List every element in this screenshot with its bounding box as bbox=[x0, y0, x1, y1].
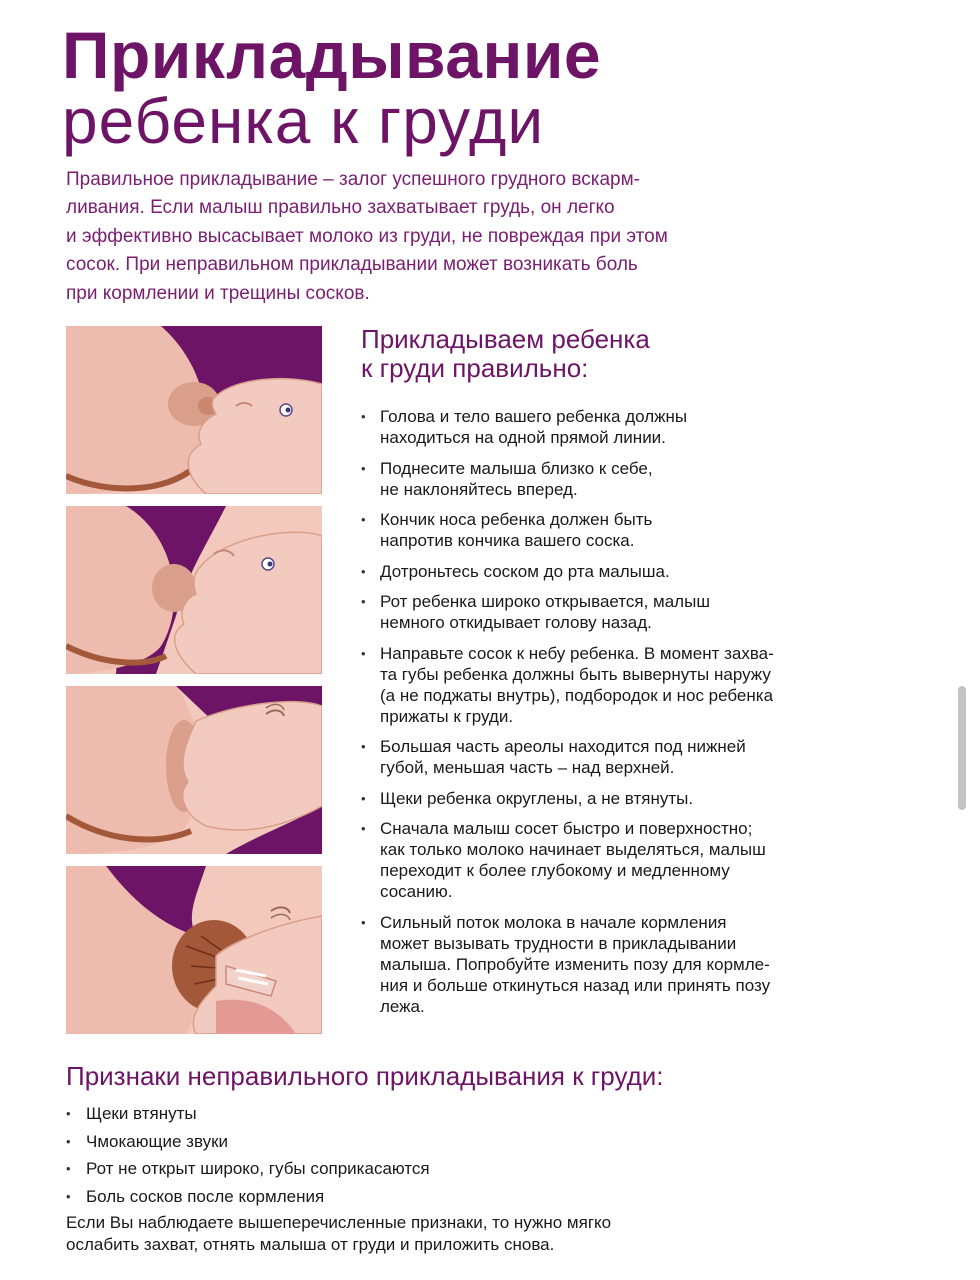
list-item bbox=[361, 509, 851, 551]
incorrect-latch-heading: Признаки неправильного прикладывания к груди: bbox=[66, 1061, 664, 1091]
page-title: Прикладывание bbox=[62, 18, 602, 92]
list-item bbox=[361, 912, 851, 1017]
baby-mouth-open-image bbox=[66, 506, 322, 674]
list-item-line: малыша. Попробуйте изменить позу для кормле- bbox=[380, 954, 770, 974]
list-item-line: сосанию. bbox=[380, 882, 453, 901]
heading-line: Прикладываем ребенка bbox=[361, 324, 650, 354]
list-item bbox=[361, 406, 851, 448]
list-item-line: та губы ребенка должны быть вывернуты наружу bbox=[380, 664, 771, 684]
latch-illustration-step-2 bbox=[66, 506, 322, 674]
list-item-line: не наклоняйтесь вперед. bbox=[380, 479, 578, 499]
list-item-line: ния и больше откинуться назад или принять позу bbox=[380, 975, 771, 995]
page-subtitle: ребенка к груди bbox=[62, 85, 545, 157]
list-item bbox=[361, 818, 851, 902]
baby-latched-image bbox=[66, 686, 322, 854]
list-item-line: прижаты к груди. bbox=[380, 706, 514, 726]
advice-line: Если Вы наблюдаете вышеперечисленные признаки, то нужно мягко bbox=[66, 1213, 612, 1232]
list-item bbox=[361, 643, 851, 727]
list-item-line: • Кончик носа ребенка должен быть bbox=[380, 510, 653, 529]
breast-cross-section-image bbox=[66, 866, 322, 1034]
list-item-line: губой, меньшая часть – над верхней. bbox=[380, 758, 675, 777]
latch-illustration-step-3 bbox=[66, 686, 322, 854]
list-item: • Чмокающие звуки bbox=[66, 1128, 430, 1156]
list-item-line: как только молоко начинает выделяться, малыш bbox=[380, 840, 766, 859]
list-item bbox=[361, 458, 851, 500]
list-item bbox=[361, 788, 851, 809]
list-item-line: напротив кончика вашего соска. bbox=[380, 531, 635, 550]
incorrect-latch-signs bbox=[66, 1100, 430, 1211]
intro-line: ливания. Если малыш правильно захватывает грудь, он легко bbox=[66, 197, 615, 219]
list-item-line: • Голова и тело вашего ребенка должны bbox=[380, 407, 688, 426]
list-item-line: немного откидывает голову назад. bbox=[380, 613, 652, 632]
list-item-line: • Дотроньтесь соском до рта малыша. bbox=[380, 561, 670, 581]
list-item-line: (а не поджаты внутрь), подбородок и нос ребенка bbox=[380, 685, 774, 705]
list-item-line: • Сначала малыш сосет быстро и поверхностно; bbox=[380, 819, 753, 838]
advice-paragraph bbox=[66, 1212, 826, 1256]
list-item-line: • Поднесите малыша близко к себе, bbox=[380, 458, 653, 478]
breast-baby-approach-image bbox=[66, 326, 322, 494]
intro-paragraph bbox=[66, 166, 786, 308]
list-item-line: • Щеки ребенка округлены, а не втянуты. bbox=[380, 788, 694, 808]
list-item-line: лежа. bbox=[380, 996, 425, 1016]
list-item-line: может вызывать трудности в прикладывании bbox=[380, 933, 737, 953]
intro-line: Правильное прикладывание – залог успешного грудного вскарм- bbox=[66, 169, 640, 190]
heading-line: к груди правильно: bbox=[361, 353, 589, 383]
list-item bbox=[361, 591, 851, 633]
list-item bbox=[361, 561, 851, 582]
intro-line: и эффективно высасывает молоко из груди, не повреждая при этом bbox=[66, 225, 668, 247]
list-item: • Щеки втянуты bbox=[66, 1100, 430, 1128]
latch-illustration-cross-section bbox=[66, 866, 322, 1034]
latch-illustration-step-1 bbox=[66, 326, 322, 494]
list-item: • Рот не открыт широко, губы соприкасаются bbox=[66, 1155, 430, 1183]
list-item bbox=[361, 736, 851, 778]
vertical-scrollbar-thumb[interactable] bbox=[958, 686, 966, 810]
correct-latch-steps bbox=[361, 406, 851, 1026]
list-item-line: переходит к более глубокому и медленному bbox=[380, 861, 730, 880]
list-item-line: • Направьте сосок к небу ребенка. В момент захва- bbox=[380, 643, 774, 663]
list-item-line: находиться на одной прямой линии. bbox=[380, 428, 666, 447]
correct-latch-heading bbox=[361, 325, 650, 383]
intro-line: при кормлении и трещины сосков. bbox=[66, 282, 370, 304]
list-item: • Боль сосков после кормления bbox=[66, 1183, 430, 1211]
advice-line: ослабить захват, отнять малыша от груди и приложить снова. bbox=[66, 1235, 555, 1254]
list-item-line: • Большая часть ареолы находится под нижней bbox=[380, 737, 746, 756]
intro-line: сосок. При неправильном прикладывании может возникать боль bbox=[66, 254, 638, 276]
list-item-line: • Рот ребенка широко открывается, малыш bbox=[380, 592, 710, 611]
list-item-line: • Сильный поток молока в начале кормления bbox=[380, 912, 727, 932]
